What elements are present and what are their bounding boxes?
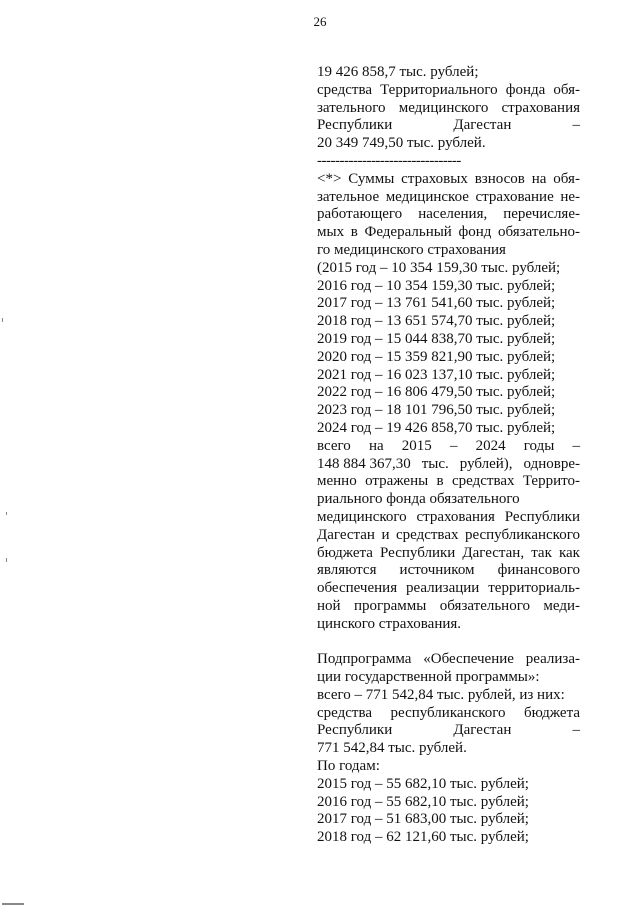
footnote-line: зательное медицинское страхование не- bbox=[317, 188, 580, 205]
text-line-justified: зательного медицинского страхования bbox=[317, 99, 580, 116]
year-line: (2015 год – 10 354 159,30 тыс. рублей; bbox=[317, 259, 561, 276]
text-line: 20 349 749,50 тыс. рублей. bbox=[317, 135, 486, 152]
scan-mark bbox=[2, 903, 24, 905]
document-text-column bbox=[317, 64, 580, 847]
scan-mark bbox=[6, 512, 7, 515]
footnote-line: Дагестан и средствах республиканского bbox=[317, 526, 580, 543]
footnote-total-line: всего на 2015 – 2024 годы – bbox=[317, 437, 580, 454]
year-line: 2024 год – 19 426 858,70 тыс. рублей; bbox=[317, 419, 556, 436]
year-line: 2018 год – 62 121,60 тыс. рублей; bbox=[317, 829, 529, 846]
subprogram-line: 771 542,84 тыс. рублей. bbox=[317, 740, 467, 757]
year-line: 2016 год – 55 682,10 тыс. рублей; bbox=[317, 793, 529, 810]
footnote-line: <*> Суммы страховых взносов на обя- bbox=[317, 170, 580, 187]
subprogram-line: средства республиканского бюджета bbox=[317, 704, 580, 721]
year-line: 2021 год – 16 023 137,10 тыс. рублей; bbox=[317, 366, 556, 383]
year-line: 2017 год – 13 761 541,60 тыс. рублей; bbox=[317, 295, 556, 312]
year-line: 2015 год – 55 682,10 тыс. рублей; bbox=[317, 775, 529, 792]
footnote-line: го медицинского страхования bbox=[317, 241, 506, 258]
subprogram-total-line: всего – 771 542,84 тыс. рублей, из них: bbox=[317, 686, 565, 703]
footnote-line: являются источником финансового bbox=[317, 562, 580, 579]
year-line: 2019 год – 15 044 838,70 тыс. рублей; bbox=[317, 330, 556, 347]
text-line-justified: средства Территориального фонда обя- bbox=[317, 81, 580, 98]
page-number: 26 bbox=[313, 14, 327, 29]
year-line: 2016 год – 10 354 159,30 тыс. рублей; bbox=[317, 277, 556, 294]
subprogram-line: Республики Дагестан – bbox=[317, 722, 580, 739]
footnote-line: менно отражены в средствах Террито- bbox=[317, 473, 580, 490]
footnote-line: риального фонда обязательного bbox=[317, 491, 520, 508]
footnote-line: медицинского страхования Республики bbox=[317, 508, 580, 525]
scan-mark bbox=[2, 318, 3, 322]
year-line: 2018 год – 13 651 574,70 тыс. рублей; bbox=[317, 313, 556, 330]
subprogram-line: По годам: bbox=[317, 758, 380, 775]
footnote-line: цинского страхования. bbox=[317, 615, 462, 632]
footnote-separator: -------------------------------- bbox=[317, 152, 461, 169]
footnote-line: бюджета Республики Дагестан, так как bbox=[317, 544, 580, 561]
year-line: 2022 год – 16 806 479,50 тыс. рублей; bbox=[317, 384, 556, 401]
footnote-line: обеспечения реализации территориаль- bbox=[317, 580, 580, 597]
scan-mark bbox=[6, 558, 7, 562]
text-line: 19 426 858,7 тыс. рублей; bbox=[317, 64, 479, 80]
year-line: 2023 год – 18 101 796,50 тыс. рублей; bbox=[317, 402, 556, 419]
footnote-line: работающего населения, перечисляе- bbox=[317, 206, 580, 223]
footnote-line: мых в Федеральный фонд обязательно- bbox=[317, 224, 580, 241]
year-line: 2017 год – 51 683,00 тыс. рублей; bbox=[317, 811, 529, 828]
paragraph-gap bbox=[317, 634, 580, 652]
subprogram-heading-line: Подпрограмма «Обеспечение реализа- bbox=[317, 651, 580, 668]
footnote-total-line: 148 884 367,30 тыс. рублей), одновре- bbox=[317, 455, 580, 472]
subprogram-heading-line: ции государственной программы»: bbox=[317, 669, 540, 686]
year-line: 2020 год – 15 359 821,90 тыс. рублей; bbox=[317, 348, 556, 365]
footnote-line: ной программы обязательного меди- bbox=[317, 597, 580, 614]
text-line-justified: Республики Дагестан – bbox=[317, 117, 580, 134]
